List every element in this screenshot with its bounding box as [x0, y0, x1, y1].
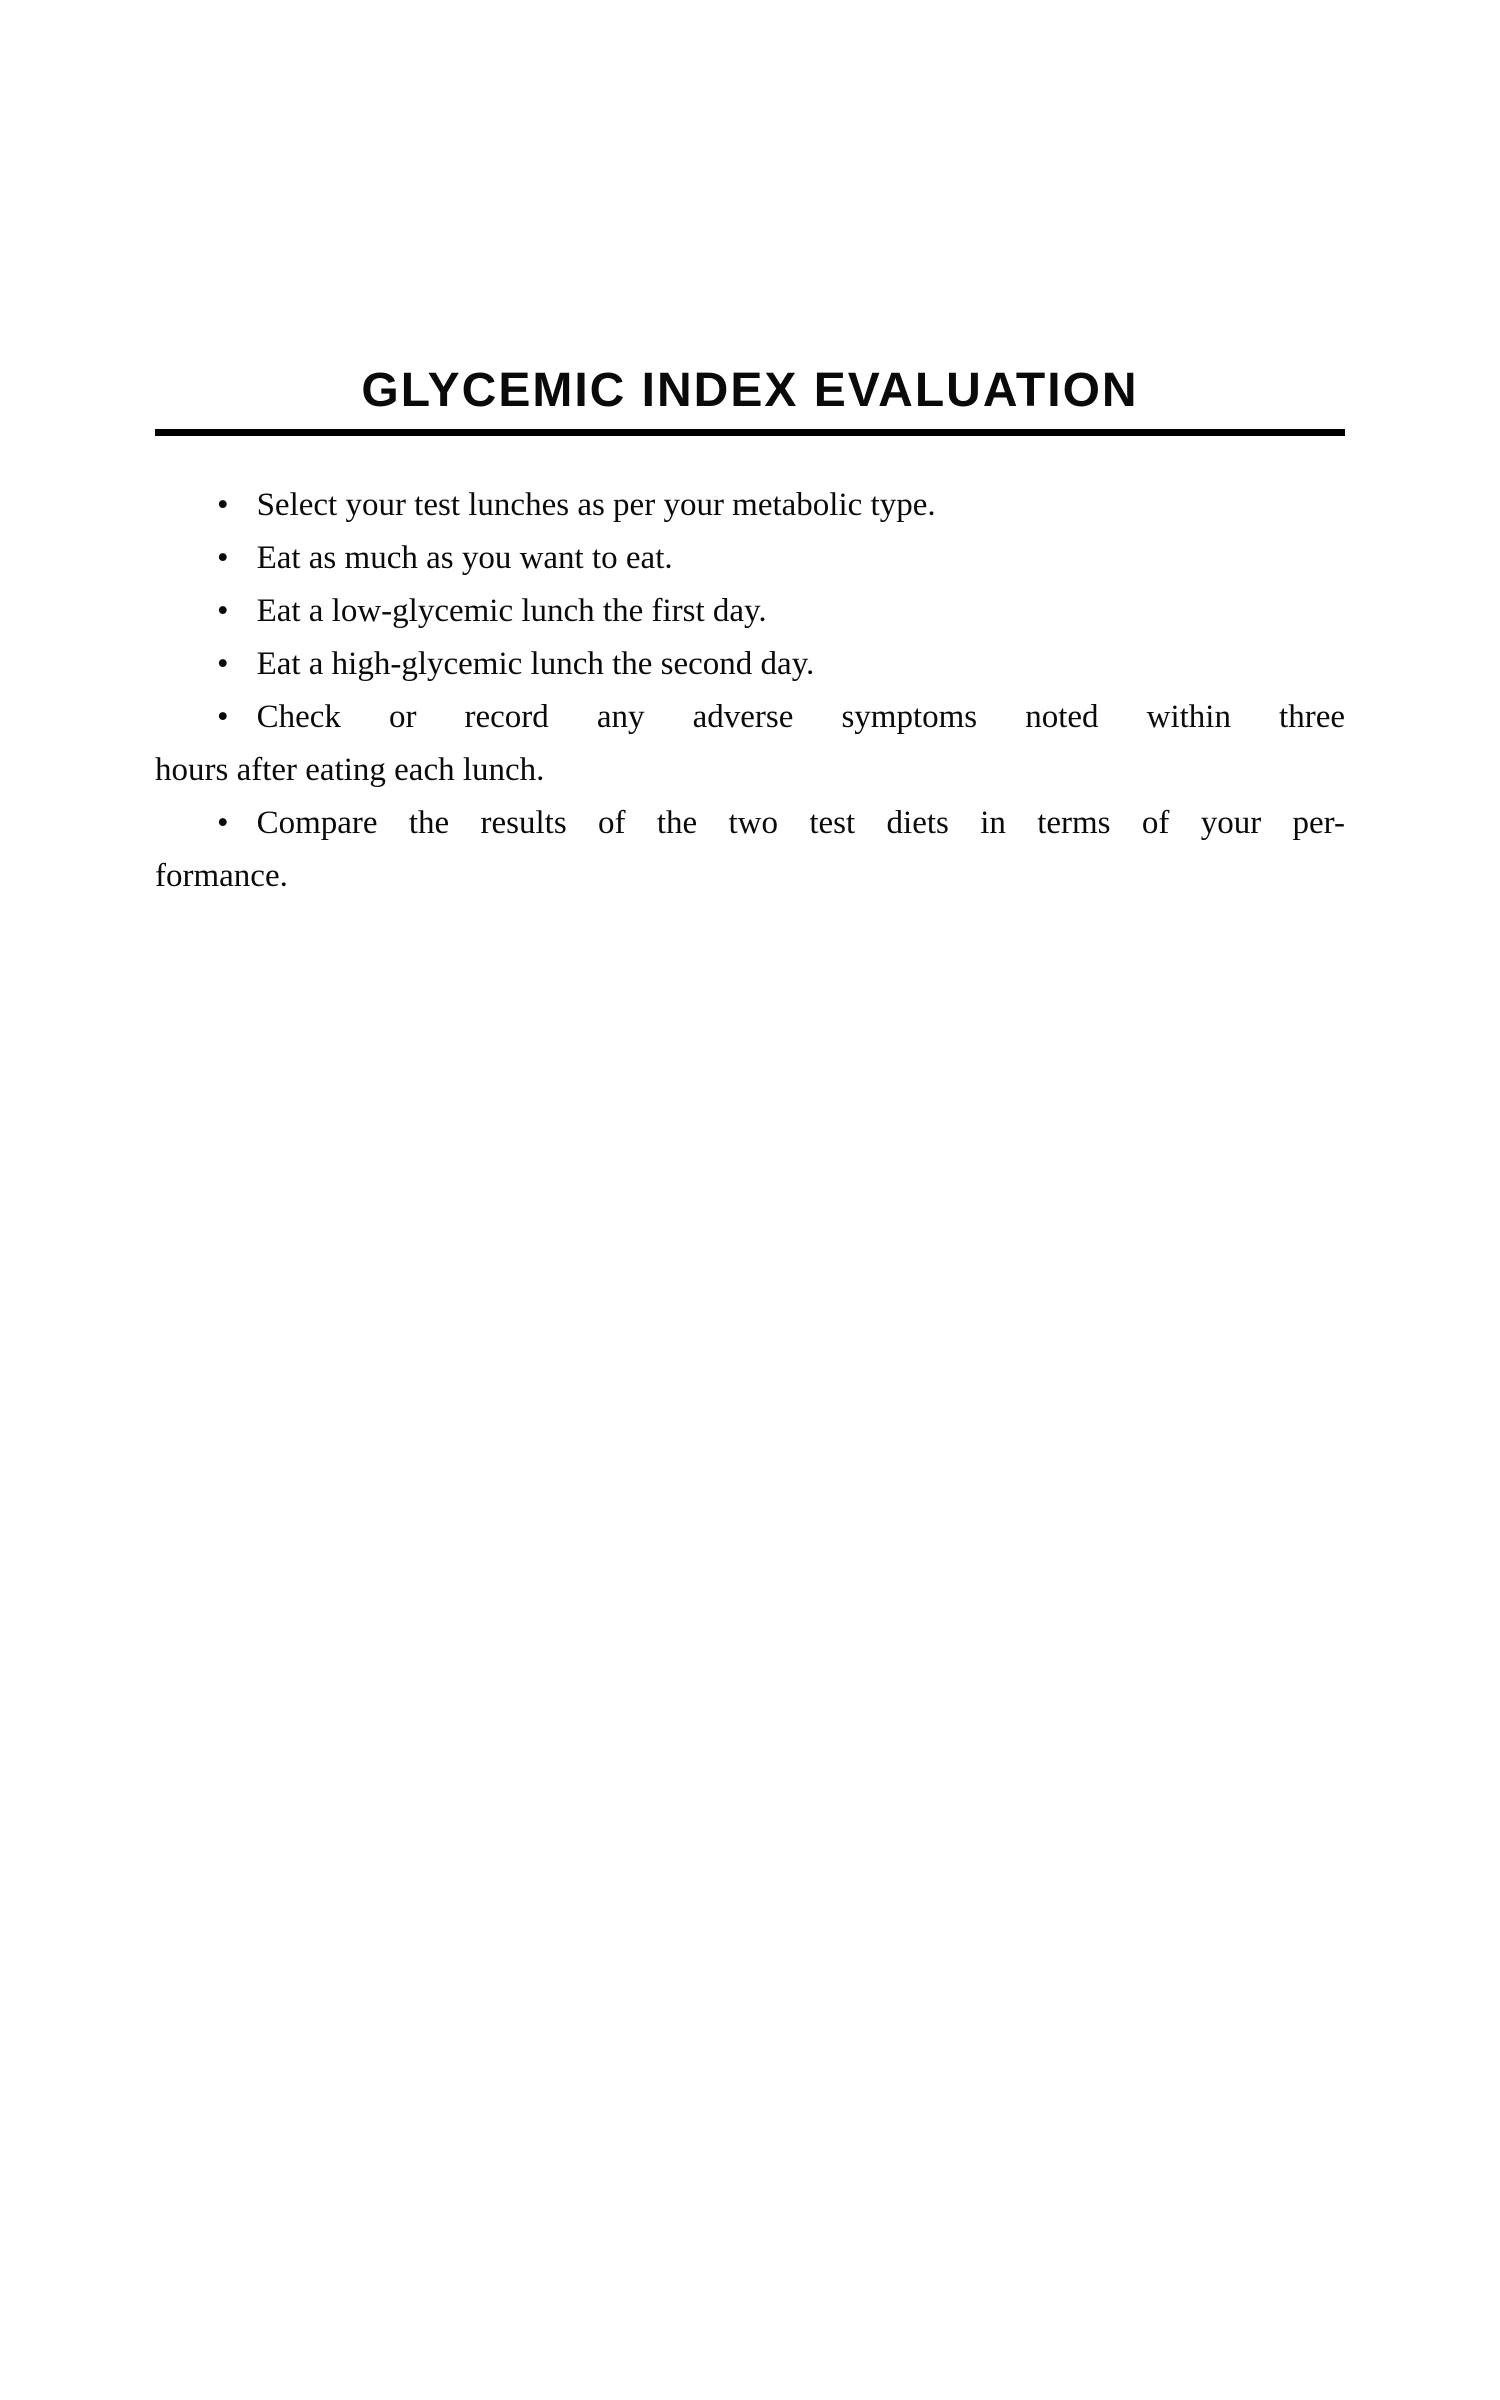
- item-line: [155, 585, 1345, 638]
- bullet: •: [217, 487, 229, 523]
- list-item: [155, 585, 1345, 638]
- item-line-continuation: formance.: [155, 858, 288, 894]
- bullet: •: [217, 540, 229, 576]
- item-line-continuation: hours after eating each lunch.: [155, 752, 545, 788]
- item-line: [155, 797, 1345, 850]
- bullet: •: [217, 699, 229, 735]
- item-text: Eat a high-glycemic lunch the second day.: [256, 646, 815, 682]
- list-item: [155, 638, 1345, 691]
- list-item: [155, 479, 1345, 532]
- title-rule: [155, 429, 1345, 436]
- bullet: •: [217, 646, 229, 682]
- list-item: [155, 797, 1345, 903]
- list-item: [155, 532, 1345, 585]
- page-title: GLYCEMIC INDEX EVALUATION: [361, 364, 1139, 417]
- item-text: Check or record any adverse symptoms noted within three: [256, 699, 1345, 735]
- bullet: •: [217, 805, 229, 841]
- item-text: Select your test lunches as per your metabolic type.: [256, 487, 936, 523]
- bullet: •: [217, 593, 229, 629]
- list-item: [155, 691, 1345, 797]
- item-line: [155, 691, 1345, 744]
- item-text: Compare the results of the two test diets in terms of your per-: [256, 805, 1345, 841]
- item-line: [155, 532, 1345, 585]
- item-line: [155, 638, 1345, 691]
- item-text: Eat a low-glycemic lunch the first day.: [256, 593, 767, 629]
- item-line: [155, 479, 1345, 532]
- item-text: Eat as much as you want to eat.: [256, 540, 673, 576]
- bullet-list: [155, 479, 1345, 903]
